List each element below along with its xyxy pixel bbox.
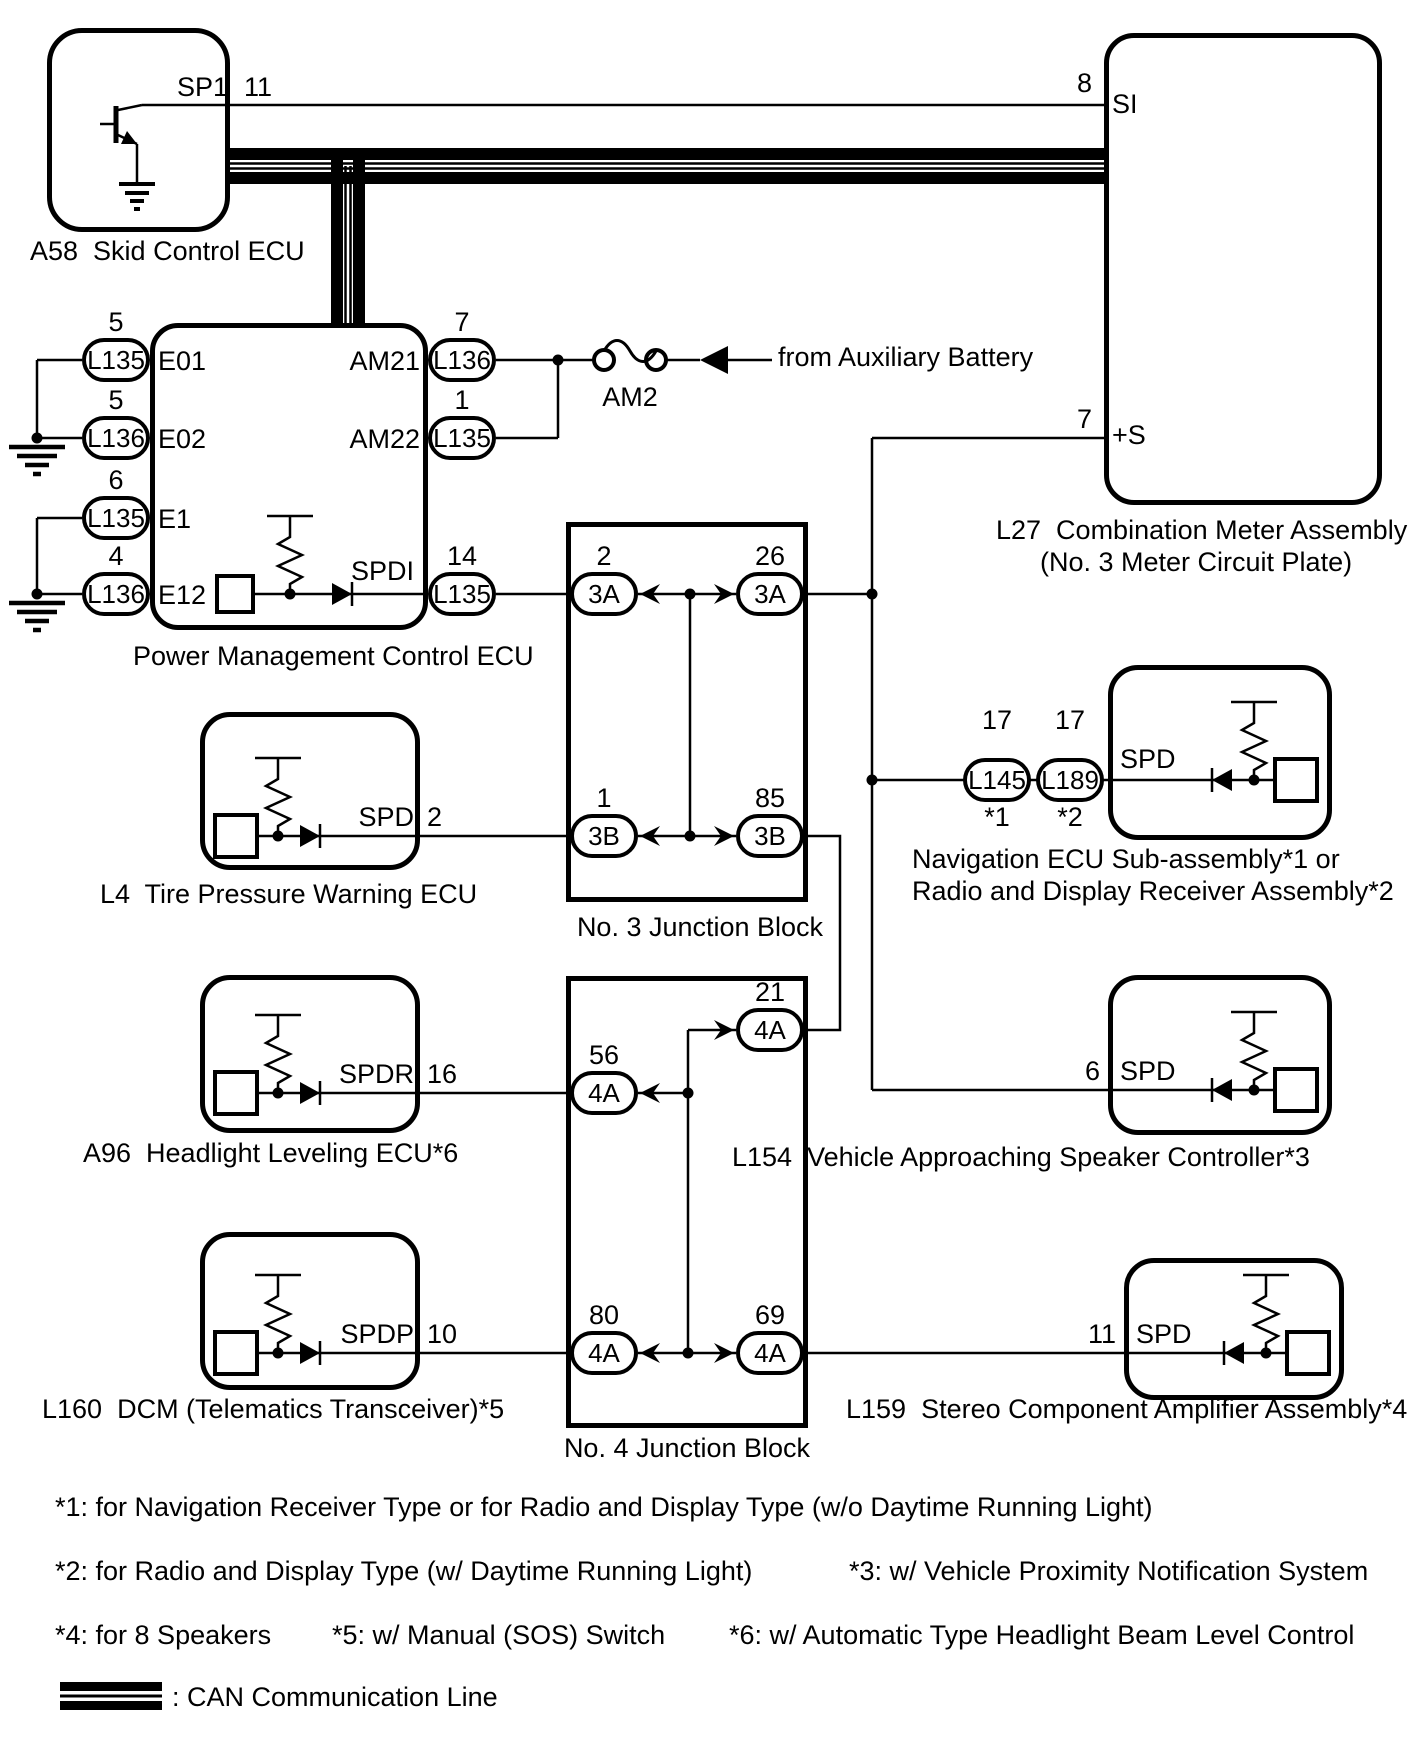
pin-number: 11 (244, 72, 273, 102)
pin-number: 80 (588, 1300, 620, 1330)
speaker-controller-box (1108, 975, 1332, 1135)
pin-number: 10 (427, 1319, 458, 1349)
component-label: L27 Combination Meter Assembly (996, 515, 1408, 545)
pin-name: SPDR (338, 1059, 414, 1089)
ground-wire-e1-e12 (32, 518, 83, 600)
connector-code: L135 (433, 422, 491, 453)
connector-code: L136 (433, 344, 491, 375)
pin-name: SPD (1136, 1319, 1192, 1349)
connector-code: L136 (87, 578, 145, 609)
battery-source-label: from Auxiliary Battery (778, 342, 1034, 372)
connector-code: L135 (433, 578, 491, 609)
connector-code: L135 (87, 344, 145, 375)
connector-l136-e02 (82, 416, 150, 460)
connector-code: 3A (754, 578, 786, 609)
component-label: No. 4 Junction Block (563, 1433, 811, 1463)
fuse-label: AM2 (602, 382, 658, 412)
from-battery-arrow-icon (700, 346, 728, 374)
connector-code: 3A (588, 578, 620, 609)
pin-name: AM22 (349, 424, 420, 454)
can-legend-icon (60, 1701, 162, 1710)
pin-number: 1 (596, 783, 612, 813)
pin-name: SPD (1120, 1056, 1176, 1086)
pin-name: SPD (1120, 744, 1176, 774)
connector-3a-2 (570, 572, 638, 616)
connector-4a-56 (570, 1071, 638, 1115)
ground-wire-e01-e02 (32, 433, 43, 444)
component-label: L159 Stereo Component Amplifier Assembly*4 (846, 1394, 1408, 1424)
connector-l135-am22 (428, 416, 496, 460)
pin-name: E12 (158, 580, 207, 610)
connector-l135-spdi (428, 572, 496, 616)
pin-number: 6 (1084, 1056, 1100, 1086)
connector-code: L189 (1041, 764, 1099, 795)
connector-code: L136 (87, 422, 145, 453)
fuse-am2-icon (594, 350, 614, 370)
pin-name: E01 (158, 346, 207, 376)
footnote: *5: w/ Manual (SOS) Switch (332, 1620, 666, 1650)
footnote: *4: for 8 Speakers (55, 1620, 272, 1650)
pin-number: 5 (108, 385, 124, 415)
pin-number: 8 (1076, 68, 1092, 98)
pin-number: 16 (427, 1059, 458, 1089)
pin-number: 2 (596, 541, 612, 571)
connector-3b-85 (736, 814, 804, 858)
battery-feed-wire (553, 355, 564, 366)
can-branch-line (331, 152, 343, 323)
can-legend-icon (60, 1682, 162, 1691)
connector-code: 4A (588, 1077, 620, 1108)
ground-wire-e01-e02 (32, 360, 83, 444)
pin-number: 17 (1054, 705, 1086, 735)
pin-name: +S (1112, 420, 1146, 450)
can-branch-line (353, 152, 365, 323)
variant-note: *2 (1057, 802, 1083, 832)
connector-l136-e12 (82, 572, 150, 616)
connector-code: 3B (754, 820, 786, 851)
connector-code: L145 (968, 764, 1026, 795)
pin-name: SI (1112, 89, 1138, 119)
variant-note: *1 (984, 802, 1010, 832)
pin-name: E1 (158, 504, 192, 534)
pin-number: 4 (108, 541, 124, 571)
component-label: Power Management Control ECU (133, 641, 534, 671)
connector-code: 3B (588, 820, 620, 851)
connector-code: 4A (754, 1014, 786, 1045)
connector-4a-69 (736, 1331, 804, 1375)
pin-name: E02 (158, 424, 207, 454)
pin-name: SPD (358, 802, 414, 832)
connector-l136-am21 (428, 338, 496, 382)
pin-number: 1 (454, 385, 470, 415)
pin-number: 5 (108, 307, 124, 337)
pin-number: 17 (981, 705, 1013, 735)
footnote: *6: w/ Automatic Type Headlight Beam Level Control (729, 1620, 1355, 1650)
pin-number: 2 (427, 802, 443, 832)
pin-name: AM21 (349, 346, 420, 376)
dcm-box (200, 1232, 420, 1390)
component-label: Radio and Display Receiver Assembly*2 (912, 876, 1394, 906)
legend-label: : CAN Communication Line (172, 1682, 498, 1712)
component-label: L160 DCM (Telematics Transceiver)*5 (42, 1394, 505, 1424)
connector-3b-1 (570, 814, 638, 858)
component-label: (No. 3 Meter Circuit Plate) (1040, 547, 1353, 577)
pin-number: 7 (1076, 404, 1092, 434)
pin-number: 11 (1087, 1319, 1116, 1349)
component-label: A58 Skid Control ECU (30, 236, 305, 266)
component-label: A96 Headlight Leveling ECU*6 (83, 1138, 459, 1168)
speed-signal-bus (867, 775, 878, 786)
ground-wire-e1-e12 (32, 589, 43, 600)
pin-number: 56 (588, 1040, 620, 1070)
connector-3a-26 (736, 572, 804, 616)
can-legend-icon (60, 1682, 162, 1710)
connector-4a-21 (736, 1008, 804, 1052)
component-label: No. 3 Junction Block (576, 912, 824, 942)
ground-icon (9, 603, 65, 630)
connector-code: L135 (87, 502, 145, 533)
connector-code: 4A (588, 1337, 620, 1368)
connector-l135-e1 (82, 496, 150, 540)
pin-number: 85 (754, 783, 786, 813)
fuse-am2-icon (594, 341, 666, 371)
connector-l135-e01 (82, 338, 150, 382)
connector-code: 4A (754, 1337, 786, 1368)
pin-number: 26 (754, 541, 786, 571)
skid-control-ecu-box (47, 28, 230, 232)
footnote: *1: for Navigation Receiver Type or for Radio and Display Type (w/o Daytime Running Light) (55, 1492, 1153, 1522)
pin-number: 21 (754, 977, 786, 1007)
speed-signal-bus (867, 589, 878, 600)
pin-name: SPDI (350, 556, 414, 586)
connector-l189 (1036, 758, 1104, 802)
tire-pressure-ecu-box (200, 712, 420, 870)
pin-number: 6 (108, 465, 124, 495)
pin-name: SP1 (176, 72, 228, 102)
component-label: Navigation ECU Sub-assembly*1 or (912, 844, 1340, 874)
connector-l145 (963, 758, 1031, 802)
footnote: *2: for Radio and Display Type (w/ Daytime Running Light) (55, 1556, 753, 1586)
connector-4a-80 (570, 1331, 638, 1375)
pin-number: 14 (446, 541, 478, 571)
headlight-leveling-ecu-box (200, 975, 420, 1133)
component-label: L154 Vehicle Approaching Speaker Controller*3 (732, 1142, 1310, 1172)
pin-name: SPDP (340, 1319, 414, 1349)
ground-icon (9, 447, 65, 474)
component-label: L4 Tire Pressure Warning ECU (100, 879, 478, 909)
pin-number: 7 (454, 307, 470, 337)
pin-number: 69 (754, 1300, 786, 1330)
footnote: *3: w/ Vehicle Proximity Notification System (849, 1556, 1369, 1586)
